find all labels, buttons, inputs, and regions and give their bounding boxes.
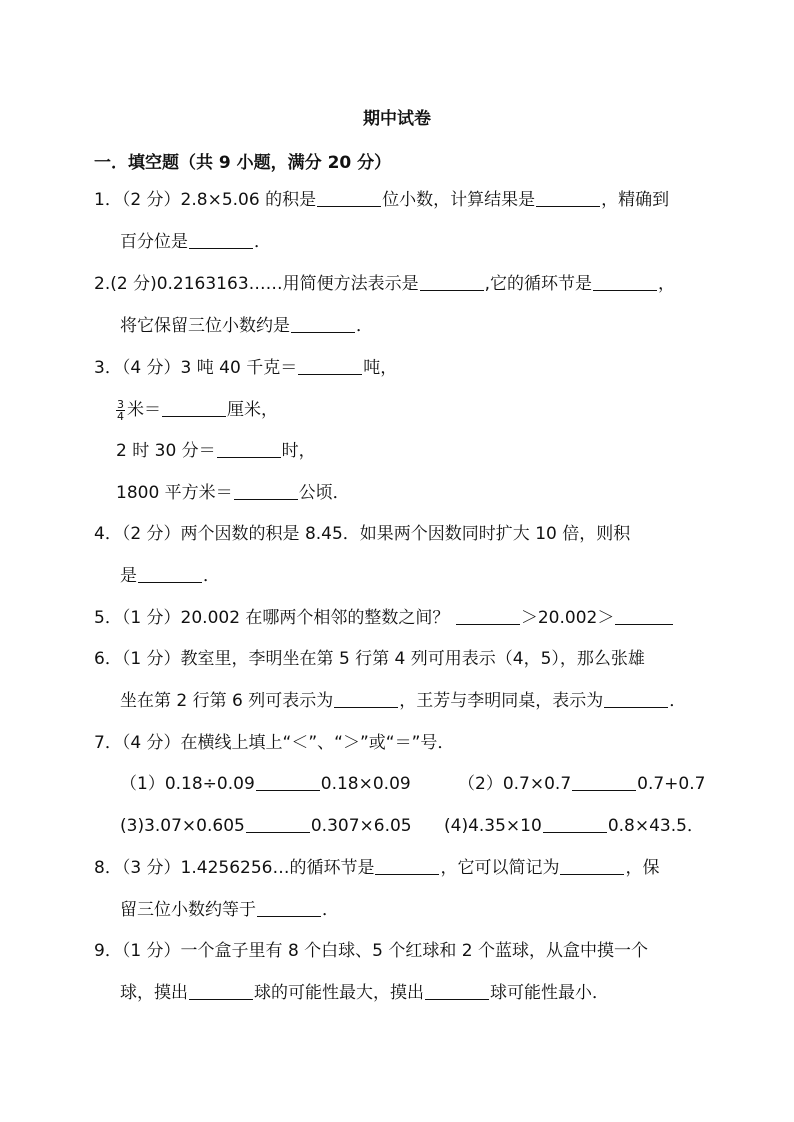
q1-blank-1[interactable]	[317, 188, 381, 207]
q4-text-a: 4．（2 分）两个因数的积是 8.45．如果两个因数同时扩大 10 倍，则积	[94, 524, 631, 544]
q7-p4-text-b: 0.8×43.5．	[607, 816, 704, 836]
q2-text-c: ，	[658, 274, 676, 294]
q6-blank-2[interactable]	[604, 689, 668, 708]
q8-text-b: ，它可以简记为	[440, 858, 560, 878]
question-3-line-1	[94, 355, 397, 381]
q3-text-g: 1800 平方米＝	[116, 483, 233, 503]
q7-blank-2[interactable]	[572, 772, 636, 791]
q1-text-a: 1．（2 分）2.8×5.06 的积是	[94, 190, 317, 210]
q3-text-f: 时，	[281, 441, 316, 461]
q7-p2-text-a: （2）0.7×0.7	[458, 774, 572, 794]
q2-blank-3[interactable]	[291, 314, 355, 333]
q2-text-a: 2.(2 分)0.2163163……用简便方法表示是	[94, 274, 419, 294]
q3-text-d: 厘米，	[227, 400, 278, 420]
q5-blank-1[interactable]	[456, 606, 520, 625]
q8-blank-1[interactable]	[375, 856, 439, 875]
question-6-line-1	[94, 646, 645, 672]
q1-blank-3[interactable]	[189, 230, 253, 249]
q3-blank-1[interactable]	[298, 356, 362, 375]
question-7-part-4	[444, 813, 704, 839]
question-8-line-2	[120, 897, 339, 923]
q8-text-d: 留三位小数约等于	[120, 900, 256, 920]
q8-blank-2[interactable]	[560, 856, 624, 875]
q9-text-c: 球的可能性最大，摸出	[254, 983, 424, 1003]
q3-text-h: 公顷．	[298, 483, 350, 503]
question-3-line-4	[116, 480, 350, 506]
q9-blank-1[interactable]	[189, 981, 253, 1000]
question-9-line-1	[94, 938, 648, 964]
q6-text-c: ，王芳与李明同桌，表示为	[399, 691, 604, 711]
q7-p3-text-a: (3)3.07×0.605	[120, 816, 245, 836]
q2-text-b: ,它的循环节是	[484, 274, 593, 294]
q6-text-d: ．	[669, 691, 687, 711]
q1-blank-2[interactable]	[536, 188, 600, 207]
q6-text-b: 坐在第 2 行第 6 列可表示为	[120, 691, 334, 711]
question-4-line-2	[120, 563, 220, 589]
q8-blank-3[interactable]	[257, 898, 321, 917]
question-4-line-1	[94, 521, 630, 547]
q2-text-d: 将它保留三位小数约是	[120, 316, 290, 336]
question-8-line-1	[94, 855, 659, 881]
q1-text-c: ，精确到	[601, 190, 670, 210]
fraction-numerator: 3	[117, 397, 124, 411]
q8-text-e: ．	[322, 900, 339, 920]
q3-blank-4[interactable]	[234, 481, 298, 500]
question-9-line-2	[120, 980, 609, 1006]
question-2-line-2	[120, 313, 373, 339]
q3-blank-2[interactable]	[162, 398, 226, 417]
q7-p3-text-b: 0.307×6.05	[310, 816, 412, 836]
section-heading: 一．填空题（共 9 小题，满分 20 分）	[94, 153, 392, 173]
q3-blank-3[interactable]	[217, 439, 281, 458]
q7-blank-1[interactable]	[256, 772, 320, 791]
question-7-part-2	[458, 771, 705, 797]
q3-text-b: 吨，	[363, 358, 398, 378]
fraction-denominator: 4	[117, 409, 124, 423]
q2-blank-1[interactable]	[420, 272, 484, 291]
q5-text-a: 5．（1 分）20.002 在哪两个相邻的整数之间？	[94, 608, 450, 628]
q7-blank-4[interactable]	[543, 814, 607, 833]
q9-text-a: 9．（1 分）一个盒子里有 8 个白球、5 个红球和 2 个蓝球，从盒中摸一个	[94, 941, 649, 961]
q1-text-b: 位小数，计算结果是	[382, 190, 536, 210]
q7-p1-text-b: 0.18×0.09	[320, 774, 411, 794]
q4-blank-1[interactable]	[138, 564, 202, 583]
q2-text-e: ．	[356, 316, 373, 336]
q9-text-d: 球可能性最小．	[490, 983, 609, 1003]
page-title: 期中试卷	[363, 109, 431, 129]
question-2-line-1	[94, 271, 675, 297]
q1-text-e: ．	[254, 232, 271, 252]
q8-text-a: 8．（3 分）1.4256256…的循环节是	[94, 858, 375, 878]
q7-p1-text-a: （1）0.18÷0.09	[120, 774, 255, 794]
q4-text-c: ．	[203, 566, 220, 586]
q3-text-c: 米＝	[127, 400, 161, 420]
question-1-line-1	[94, 187, 669, 213]
q7-p4-text-a: (4)4.35×10	[444, 816, 542, 836]
question-5-line-1	[94, 605, 674, 631]
q3-text-a: 3．（4 分）3 吨 40 千克＝	[94, 358, 298, 378]
question-3-line-3	[116, 438, 316, 464]
q6-blank-1[interactable]	[334, 689, 398, 708]
q5-text-b: ＞20.002＞	[520, 608, 615, 628]
q2-blank-2[interactable]	[593, 272, 657, 291]
q1-text-d: 百分位是	[120, 232, 188, 252]
q7-blank-3[interactable]	[246, 814, 310, 833]
q4-text-b: 是	[120, 566, 137, 586]
q7-text-a: 7．（4 分）在横线上填上“＜”、“＞”或“＝”号．	[94, 733, 455, 753]
q5-blank-2[interactable]	[615, 606, 673, 625]
q8-text-c: ，保	[625, 858, 660, 878]
question-7-line-1	[94, 730, 454, 756]
fraction-three-quarters	[116, 399, 125, 422]
question-6-line-2	[120, 688, 686, 714]
q3-text-e: 2 时 30 分＝	[116, 441, 216, 461]
question-3-line-2	[116, 397, 278, 423]
q9-blank-2[interactable]	[425, 981, 489, 1000]
q6-text-a: 6．（1 分）教室里，李明坐在第 5 行第 4 列可用表示（4，5），那么张雄	[94, 649, 645, 669]
q7-p2-text-b: 0.7+0.7	[637, 774, 706, 794]
q9-text-b: 球，摸出	[120, 983, 188, 1003]
question-7-part-1	[120, 771, 411, 797]
question-7-part-3	[120, 813, 412, 839]
question-1-line-2	[120, 229, 271, 255]
